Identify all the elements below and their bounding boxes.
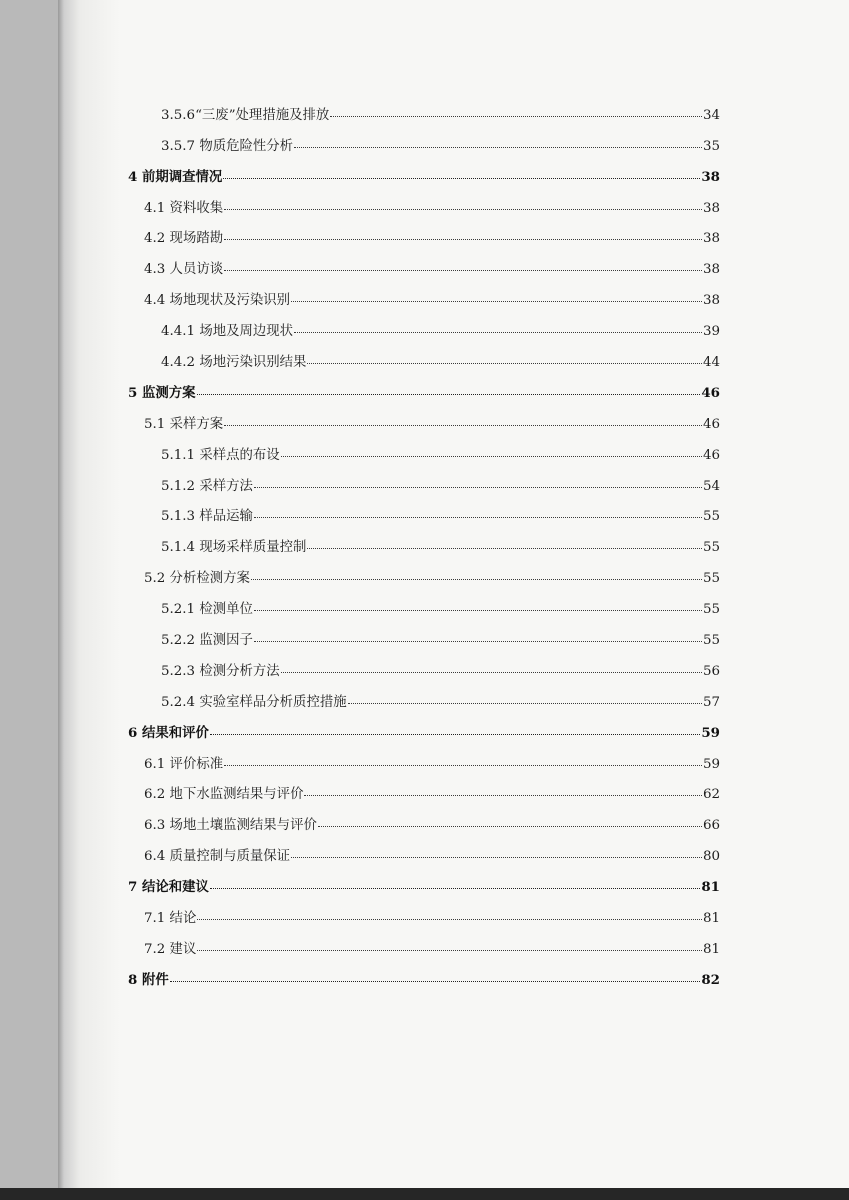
toc-entry [128,930,720,961]
toc-entry-title: 4.4.1 场地及周边现状 [161,324,294,340]
toc-entry [128,220,720,251]
toc-entry-title: 5.1.4 现场采样质量控制 [161,540,307,556]
toc-entry [128,250,720,281]
toc-entry-title: 5 监测方案 [128,384,196,401]
toc-page-number: 66 [702,818,720,834]
toc-page-number: 54 [702,478,720,494]
toc-page-number: 57 [702,694,720,710]
table-of-contents [128,96,720,992]
toc-page-number: 59 [701,724,720,741]
toc-page-number: 55 [702,509,720,525]
toc-entry-title: 4.1 资料收集 [144,200,224,216]
toc-page-number: 46 [702,416,720,432]
toc-entry [128,899,720,930]
binding-shadow [58,0,120,1188]
toc-page-number: 38 [702,231,720,247]
toc-entry-title: 6.4 质量控制与质量保证 [144,849,291,865]
toc-entry [128,868,720,899]
toc-page-number: 38 [702,293,720,309]
dot-leader [224,239,702,240]
toc-page-number: 62 [702,787,720,803]
toc-page-number: 55 [702,633,720,649]
toc-page-number: 46 [701,384,720,401]
dot-leader [251,579,702,580]
toc-entry [128,405,720,436]
toc-entry-title: 5.1 采样方案 [144,416,224,432]
toc-entry-title: 5.2.3 检测分析方法 [161,663,280,679]
toc-entry-title: 7.2 建议 [144,941,197,957]
toc-entry-title: 5.2.4 实验室样品分析质控措施 [161,694,347,710]
dot-leader [304,795,701,796]
toc-page-number: 34 [702,107,720,123]
toc-entry-title: 4.3 人员访谈 [144,262,224,278]
toc-page-number: 38 [701,168,720,185]
dot-leader [170,981,701,982]
dot-leader [210,734,700,735]
dot-leader [294,147,702,148]
toc-entry [128,158,720,189]
toc-entry-title: 4.2 现场踏勘 [144,231,224,247]
toc-entry [128,683,720,714]
toc-entry [128,127,720,158]
toc-entry-title: 5.2 分析检测方案 [144,571,250,587]
dot-leader [254,517,702,518]
toc-entry [128,745,720,776]
toc-entry [128,559,720,590]
toc-entry [128,776,720,807]
toc-entry [128,312,720,343]
toc-entry [128,343,720,374]
toc-page-number: 38 [702,262,720,278]
toc-entry [128,374,720,405]
toc-entry-title: 5.1.1 采样点的布设 [161,447,280,463]
toc-entry-title: 5.2.1 检测单位 [161,602,253,618]
toc-entry [128,837,720,868]
dot-leader [318,826,702,827]
toc-entry-title: 7.1 结论 [144,911,197,927]
toc-entry [128,498,720,529]
dot-leader [254,641,702,642]
dot-leader [224,425,702,426]
toc-entry [128,436,720,467]
dot-leader [254,487,702,488]
dot-leader [197,950,702,951]
toc-entry [128,96,720,127]
toc-entry [128,281,720,312]
toc-entry-title: 6.2 地下水监测结果与评价 [144,787,304,803]
dot-leader [294,332,702,333]
dot-leader [307,363,702,364]
toc-entry-title: 3.5.6“三废”处理措施及排放 [161,107,330,123]
dot-leader [307,548,702,549]
toc-entry-title: 6.3 场地土壤监测结果与评价 [144,818,317,834]
dot-leader [197,394,701,395]
toc-page-number: 82 [701,971,720,988]
toc-page-number: 44 [702,355,720,371]
toc-page-number: 55 [702,602,720,618]
dot-leader [281,672,702,673]
toc-entry-title: 6.1 评价标准 [144,756,224,772]
toc-page-number: 81 [701,879,720,896]
toc-page-number: 55 [702,540,720,556]
dot-leader [224,209,702,210]
toc-page-number: 81 [702,911,720,927]
dot-leader [330,116,702,117]
toc-entry [128,528,720,559]
toc-entry-title: 5.2.2 监测因子 [161,633,253,649]
dot-leader [254,610,702,611]
toc-entry [128,961,720,992]
toc-entry-title: 8 附件 [128,971,169,988]
toc-entry-title: 7 结论和建议 [128,879,209,896]
toc-entry [128,652,720,683]
toc-entry-title: 5.1.3 样品运输 [161,509,253,525]
toc-entry-title: 4 前期调查情况 [128,168,223,185]
toc-page-number: 55 [702,571,720,587]
toc-page-number: 81 [702,941,720,957]
toc-page-number: 35 [702,138,720,154]
toc-entry [128,621,720,652]
toc-entry [128,590,720,621]
dot-leader [291,301,702,302]
toc-entry-title: 6 结果和评价 [128,724,209,741]
toc-page-number: 38 [702,200,720,216]
dot-leader [223,178,700,179]
scanner-edge [0,1188,849,1200]
toc-entry-title: 3.5.7 物质危险性分析 [161,138,294,154]
toc-page-number: 56 [702,663,720,679]
toc-entry-title: 4.4.2 场地污染识别结果 [161,355,307,371]
toc-page-number: 39 [702,324,720,340]
toc-entry [128,189,720,220]
dot-leader [224,765,702,766]
toc-entry-title: 5.1.2 采样方法 [161,478,253,494]
toc-page-number: 59 [702,756,720,772]
dot-leader [197,919,702,920]
toc-entry-title: 4.4 场地现状及污染识别 [144,293,291,309]
toc-entry [128,806,720,837]
toc-entry [128,714,720,745]
dot-leader [224,270,702,271]
toc-entry [128,467,720,498]
dot-leader [210,888,700,889]
toc-page-number: 46 [702,447,720,463]
dot-leader [348,703,702,704]
toc-page-number: 80 [702,849,720,865]
dot-leader [281,456,702,457]
dot-leader [291,857,702,858]
